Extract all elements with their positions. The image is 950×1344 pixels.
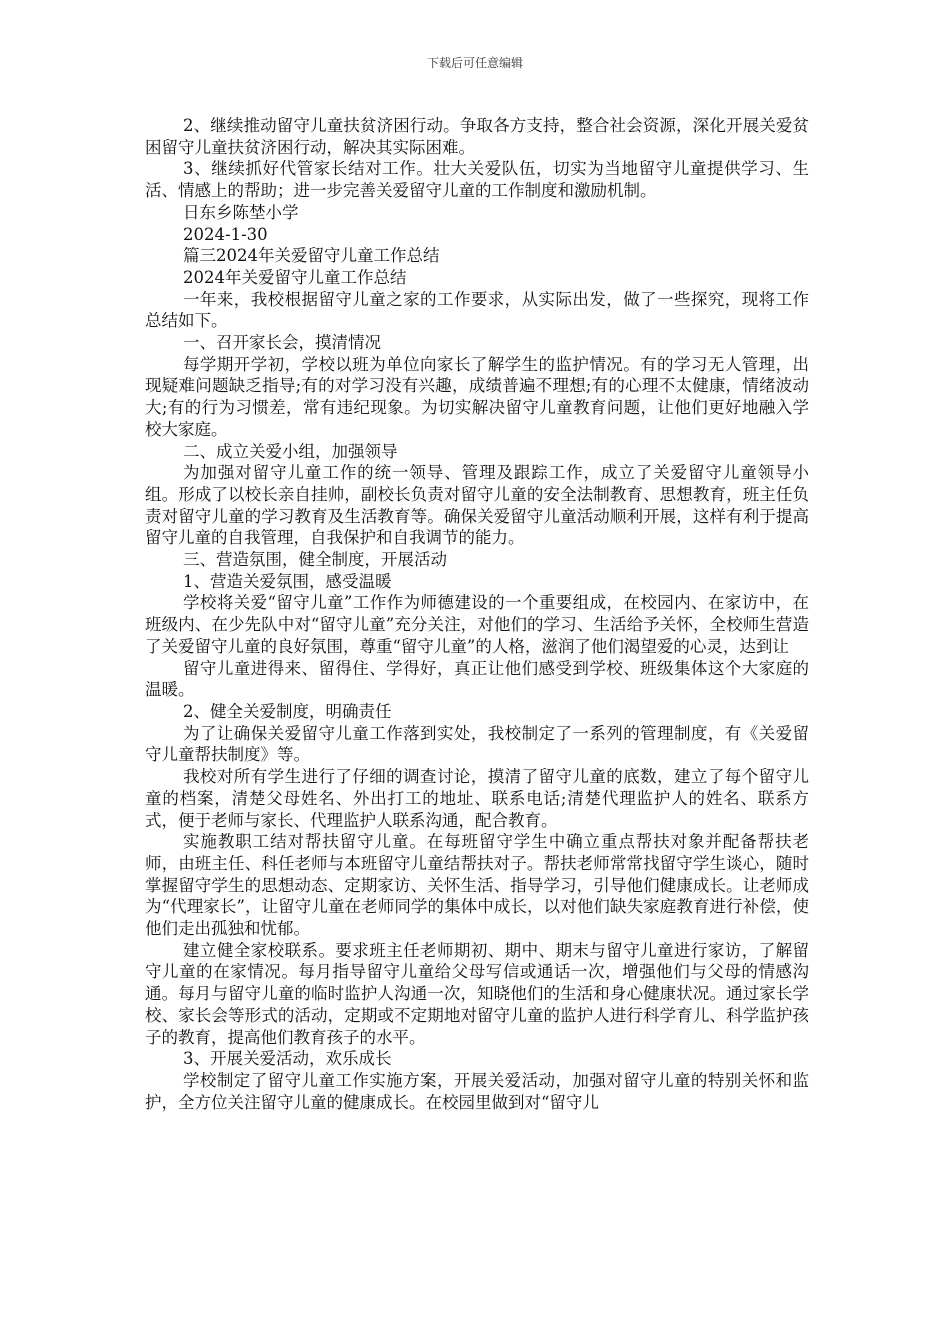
page-header-note: 下载后可任意编辑 — [426, 56, 523, 70]
school-name: 日东乡陈埜小学 — [183, 202, 299, 222]
document-date: 2024-1-30 — [183, 224, 268, 244]
section-heading: 一、召开家长会，摸清情况 — [183, 333, 381, 353]
paragraph: 一年来，我校根据留守儿童之家的工作要求，从实际出发，做了一些探究，现将工作总结如下。 — [145, 289, 809, 331]
subsection-heading: 3、开展关爱活动，欢乐成长 — [183, 1049, 392, 1069]
paragraph: 每学期开学初，学校以班为单位向家长了解学生的监护情况。有的学习无人管理，出现疑难问题缺乏指导;有的对学习没有兴趣，成绩普遍不理想;有的心理不太健康，情绪波动大;有的行为习惯差，常有违纪现象。为切实解决留守儿童教育问题，让他们更好地融入学校大家庭。 — [145, 354, 809, 439]
paragraph: 我校对所有学生进行了仔细的调查讨论，摸清了留守儿童的底数，建立了每个留守儿童的档案，清楚父母姓名、外出打工的地址、联系电话;清楚代理监护人的姓名、联系方式，便于老师与家长、代理监护人联系沟通，配合教育。 — [145, 767, 809, 830]
section-heading: 篇三2024年关爱留守儿童工作总结 — [183, 246, 440, 266]
section-heading: 三、营造氛围，健全制度，开展活动 — [183, 550, 447, 570]
paragraph: 留守儿童进得来、留得住、学得好，真正让他们感受到学校、班级集体这个大家庭的温暖。 — [145, 658, 809, 700]
paragraph: 实施教职工结对帮扶留守儿童。在每班留守学生中确立重点帮扶对象并配备帮扶老师，由班主任、科任老师与本班留守儿童结帮扶对子。帮扶老师常常找留守学生谈心，随时掌握留守学生的思想动态、定期家访、关怀生活、指导学习，引导他们健康成长。让老师成为“代理家长”，让留守儿童在老师同学的集体中成长，以对他们缺失家庭教育进行补偿，使他们走出孤独和忧郁。 — [145, 832, 809, 939]
subsection-heading: 2、健全关爱制度，明确责任 — [183, 701, 392, 721]
paragraph: 3、继续抓好代管家长结对工作。壮大关爱队伍，切实为当地留守儿童提供学习、生活、情感上的帮助；进一步完善关爱留守儿童的工作制度和激励机制。 — [145, 159, 809, 201]
paragraph: 为加强对留守儿童工作的统一领导、管理及跟踪工作，成立了关爱留守儿童领导小组。形成了以校长亲自挂帅，副校长负责对留守儿童的安全法制教育、思想教育，班主任负责对留守儿童的学习教育及生活教育等。确保关爱留守儿童活动顺利开展，这样有利于提高留守儿童的自我管理，自我保护和自我调节的能力。 — [145, 463, 809, 548]
subsection-heading: 1、营造关爱氛围，感受温暖 — [183, 571, 392, 591]
section-heading: 二、成立关爱小组，加强领导 — [183, 441, 398, 461]
paragraph: 建立健全家校联系。要求班主任老师期初、期中、期末与留守儿童进行家访，了解留守儿童的在家情况。每月指导留守儿童给父母写信或通话一次，增强他们与父母的情感沟通。每月与留守儿童的临时监护人沟通一次，知晓他们的生活和身心健康状况。通过家长学校、家长会等形式的活动，定期或不定期地对留守儿童的监护人进行科学育儿、科学监护孩子的教育，提高他们教育孩子的水平。 — [145, 940, 809, 1047]
paragraph: 为了让确保关爱留守儿童工作落到实处，我校制定了一系列的管理制度，有《关爱留守儿童帮扶制度》等。 — [145, 723, 809, 765]
paragraph: 学校将关爱“留守儿童”工作作为师德建设的一个重要组成，在校园内、在家访中，在班级内、在少先队中对“留守儿童”充分关注，对他们的学习、生活给予关怀，全校师生营造了关爱留守儿童的良好氛围，尊重“留守儿童”的人格，滋润了他们渴望爱的心灵，达到让 — [145, 593, 809, 656]
document-body — [145, 115, 809, 1113]
paragraph: 2、继续推动留守儿童扶贫济困行动。争取各方支持，整合社会资源，深化开展关爱贫困留守儿童扶贫济困行动，解决其实际困难。 — [145, 116, 809, 157]
document-title: 2024年关爱留守儿童工作总结 — [183, 267, 407, 287]
paragraph: 学校制定了留守儿童工作实施方案，开展关爱活动，加强对留守儿童的特别关怀和监护，全方位关注留守儿童的健康成长。在校园里做到对“留守儿 — [145, 1070, 809, 1112]
